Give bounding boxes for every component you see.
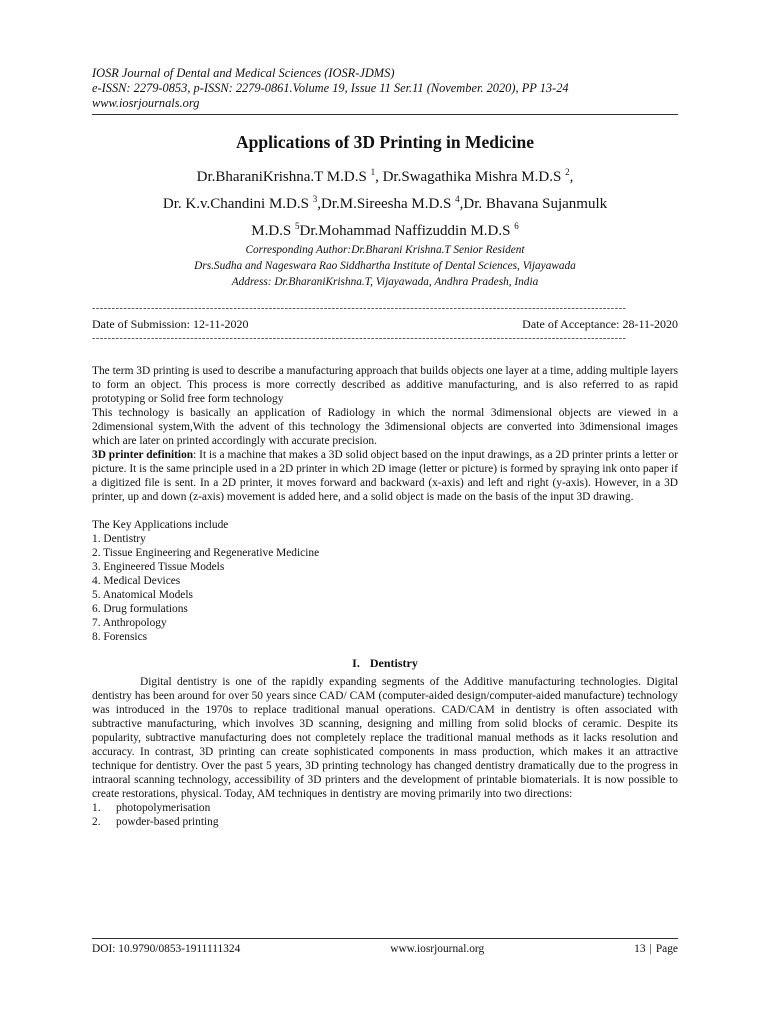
author-6-sup: 6 <box>514 221 519 231</box>
acceptance-date: Date of Acceptance: 28-11-2020 <box>522 317 678 331</box>
paper-page <box>92 66 678 829</box>
author-6: Dr.Mohammad Naffizuddin M.D.S <box>299 223 515 239</box>
list-item: 8. Forensics <box>92 631 148 643</box>
list-text: powder-based printing <box>116 816 219 828</box>
header-rule <box>92 114 678 115</box>
author-2-sup: 2 <box>565 167 570 177</box>
list-item: 3. Engineered Tissue Models <box>92 561 225 573</box>
intro-paragraph-1: The term 3D printing is used to describe a manufacturing approach that builds objects one layer at a time, adding multiple layers to form an object. This process is more correctly described as additive manufacturing, and is also referred to as rapid prototyping or Solid free form technology <box>92 365 678 405</box>
author-separator: , <box>569 169 574 185</box>
dates-row <box>92 316 678 332</box>
list-item <box>92 801 678 815</box>
author-2: , Dr.Swagathika Mishra M.D.S <box>375 169 566 185</box>
separator-top: ---------------------------------------------------------------------------------------------------------------------------------------- <box>92 304 627 314</box>
list-text: photopolymerisation <box>116 802 211 814</box>
author-1-sup: 1 <box>370 167 376 177</box>
page-number <box>634 941 678 957</box>
list-item: 7. Anthropology <box>92 617 167 629</box>
author-3: Dr. K.v.Chandini M.D.S <box>162 196 313 212</box>
introduction <box>92 364 678 504</box>
doi: DOI: 10.9790/0853-1911111324 <box>92 943 241 955</box>
author-1: Dr.BharaniKrishna.T M.D.S <box>196 169 371 185</box>
footer-rule <box>92 938 678 939</box>
journal-url: www.iosrjournals.org <box>92 96 200 110</box>
list-item: 4. Medical Devices <box>92 575 181 587</box>
affiliation-block <box>92 242 678 290</box>
section-number: I. <box>352 656 360 670</box>
separator-bottom: ---------------------------------------------------------------------------------------------------------------------------------------- <box>92 334 627 344</box>
author-list <box>92 161 678 242</box>
list-item: 2. Tissue Engineering and Regenerative Medicine <box>92 547 320 559</box>
section-title: Dentistry <box>369 656 418 670</box>
list-item: 1. Dentistry <box>92 533 146 545</box>
page-footer <box>92 938 678 957</box>
definition-label: 3D printer definition <box>92 449 194 461</box>
applications-list <box>92 518 678 644</box>
dentistry-section <box>92 675 678 801</box>
page-word: Page <box>655 943 678 955</box>
list-number: 2. <box>92 816 101 828</box>
corresponding-author: Corresponding Author:Dr.Bharani Krishna.T Senior Resident <box>245 244 525 256</box>
definition-text: : It is a machine that makes a 3D solid object based on the input drawings, as a 2D printer prints a letter or picture. It is the same principle used in a 2D printer in which 2D image (letter or picture) is formed by spraying ink onto paper if a digitized file is sent. In a 2D printer, it moves forward and backward (x-axis) and left and right (y-axis). However, in a 3D printer, up and down (z-axis) movement is added here, and a solid object is made on the basis of the input 3D drawing. <box>92 449 678 503</box>
list-item: 5. Anatomical Models <box>92 589 193 601</box>
page-number-value: 13 <box>634 943 646 955</box>
journal-issn: e-ISSN: 2279-0853, p-ISSN: 2279-0861.Volume 19, Issue 11 Ser.11 (November. 2020), PP 13-24 <box>92 81 569 95</box>
list-item: 6. Drug formulations <box>92 603 188 615</box>
author-4-sup: 4 <box>455 194 460 204</box>
submission-date: Date of Submission: 12-11-2020 <box>92 317 249 331</box>
applications-heading: The Key Applications include <box>92 519 229 531</box>
author-5-degree: M.D.S <box>251 223 296 239</box>
author-4: ,Dr.M.Sireesha M.D.S <box>317 196 456 212</box>
address: Address: Dr.BharaniKrishna.T, Vijayawada, Andhra Pradesh, India <box>231 276 539 288</box>
page-separator: | <box>649 943 652 955</box>
section-heading-dentistry <box>92 656 678 671</box>
list-item <box>92 815 678 829</box>
dentistry-direction-list <box>92 801 678 829</box>
dentistry-paragraph: Digital dentistry is one of the rapidly expanding segments of the Additive manufacturing technologies. Digital dentistry has been around for over 50 years since CAD/ CAM (computer-aided design/computer-aided manufacture) technology was introduced in the 1970s to replace traditional manual operations. CAD/CAM in dentistry is often associated with subtractive manufacturing, which involves 3D scanning, designing and milling from solid blocks of ceramic. Despite its popularity, subtractive manufacturing does not completely replace the traditional manual methods as it lacks resolution and accuracy. In contrast, 3D printing can create sophisticated components in mass production, which makes it an attractive technique for dentistry. Over the past 5 years, 3D printing technology has changed dentistry dramatically due to the progress in intraoral scanning technology, accessibility of 3D printers and the development of printable biomaterials. It is now possible to create restorations, physical. Today, AM techniques in dentistry are moving primarily into two directions: <box>92 676 678 800</box>
journal-header <box>92 66 678 111</box>
list-number: 1. <box>92 802 101 814</box>
author-5-sup: 5 <box>295 221 300 231</box>
institute: Drs.Sudha and Nageswara Rao Siddhartha Institute of Dental Sciences, Vijayawada <box>194 260 576 272</box>
author-5: ,Dr. Bhavana Sujanmulk <box>459 196 608 212</box>
footer-site-link[interactable]: www.iosrjournal.org <box>390 943 485 955</box>
journal-name: IOSR Journal of Dental and Medical Sciences (IOSR-JDMS) <box>92 66 395 80</box>
paper-title: Applications of 3D Printing in Medicine <box>236 132 534 152</box>
definition-paragraph <box>92 448 678 504</box>
author-3-sup: 3 <box>312 194 318 204</box>
intro-paragraph-2: This technology is basically an application of Radiology in which the normal 3dimensional objects are viewed in a 2dimensional system,With the advent of this technology the 3dimensional objects are converted into 3dimensional images which are later on printed accordingly with accurate precision. <box>92 407 678 447</box>
